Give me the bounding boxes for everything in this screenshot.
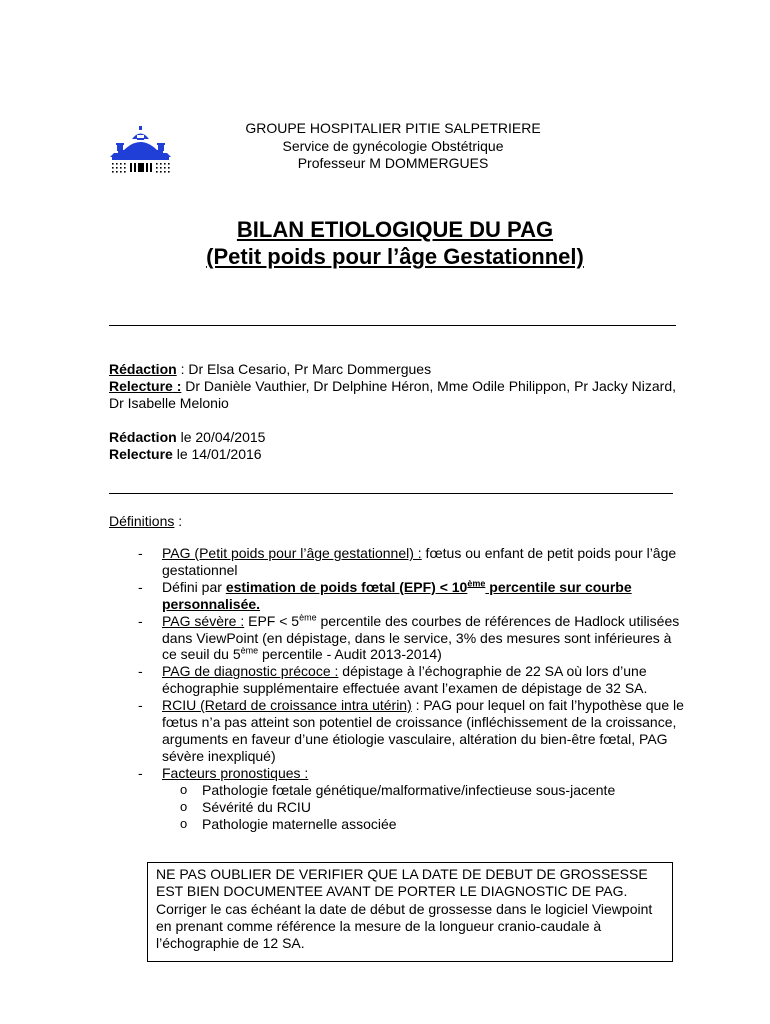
- list-item: [109, 663, 684, 697]
- definitions-heading-suffix: :: [174, 513, 183, 529]
- list-item: [109, 697, 684, 765]
- definition-term: PAG de diagnostic précoce :: [162, 663, 339, 680]
- authors-block: [109, 361, 679, 412]
- definition-term: RCIU (Retard de croissance intra utérin): [162, 697, 412, 714]
- definition-text: fœtus ou enfant de petit poids pour l’âge gestationnel: [162, 545, 677, 578]
- redaction-authors-text: : Dr Elsa Cesario, Pr Marc Dommergues: [176, 361, 432, 377]
- superscript: ème: [467, 578, 486, 589]
- relecture-date-label: Relecture: [109, 446, 173, 462]
- definition-text: dépistage à l’échographie de 22 SA où lors d’une échographie supplémentaire effectuée avant l’examen de dépistage de 32 SA.: [162, 663, 648, 697]
- definition-text: EPF < 5: [244, 612, 300, 629]
- definitions-heading-label: Définitions: [109, 513, 175, 529]
- hospital-dome-logo-icon: [108, 126, 174, 176]
- institution-header: [170, 120, 616, 173]
- list-item: [109, 545, 684, 579]
- list-item: [109, 613, 684, 664]
- definitions-list: [109, 545, 684, 832]
- definition-bold-text: percentile sur courbe personnalisée.: [162, 578, 632, 612]
- definition-prefix: Défini par: [162, 578, 226, 595]
- dates-block: [109, 429, 679, 463]
- list-item: o Sévérité du RCIU: [162, 799, 684, 816]
- relecture-colon: :: [172, 378, 182, 394]
- relecture-authors: [109, 378, 679, 412]
- title-line-2: (Petit poids pour l’âge Gestationnel): [206, 244, 584, 269]
- list-item: o Pathologie fœtale génétique/malformative/infectieuse sous-jacente: [162, 782, 684, 799]
- title-line-1: BILAN ETIOLOGIQUE DU PAG: [236, 217, 554, 242]
- definition-term: Facteurs pronostiques :: [162, 764, 309, 781]
- relecture-authors-text: Dr Danièle Vauthier, Dr Delphine Héron, Mme Odile Philippon, Pr Jacky Nizard, Dr Isabelle Melonio: [109, 378, 676, 411]
- institution-name: GROUPE HOSPITALIER PITIE SALPETRIERE: [245, 120, 541, 136]
- notice-warning-text: NE PAS OUBLIER DE VERIFIER QUE LA DATE DE DEBUT DE GROSSESSE EST BIEN DOCUMENTEE AVANT DE PORTER LE DIAGNOSTIC DE PAG.: [156, 866, 648, 900]
- definition-text: percentile des courbes de références de Hadlock utilisées dans ViewPoint (en dépistage, dans le service, 3% des mesures sont inférieures à ce seuil du 5: [162, 612, 680, 663]
- list-item: o Pathologie maternelle associée: [162, 816, 684, 833]
- redaction-date: le 20/04/2015: [176, 429, 266, 445]
- definition-term: PAG (Petit poids pour l’âge gestationnel) :: [162, 545, 422, 561]
- definition-text: : PAG pour lequel on fait l’hypothèse que le fœtus n’a pas atteint son potentiel de croissance (infléchissement de la croissance, arguments en faveur d’une étiologie vasculaire, altération du bien-être fœtal, PAG sévère inexpliqué): [162, 697, 684, 764]
- list-item: [109, 765, 684, 833]
- superscript: ème: [299, 611, 317, 622]
- list-item: [109, 579, 684, 613]
- department-head: Professeur M DOMMERGUES: [297, 155, 489, 171]
- relecture-label: Relecture: [109, 378, 173, 394]
- relecture-date-line: [109, 446, 679, 463]
- section-divider: [109, 493, 673, 494]
- redaction-label: Rédaction: [109, 361, 177, 377]
- document-title: [100, 216, 690, 270]
- department-name: Service de gynécologie Obstétrique: [282, 137, 504, 154]
- redaction-date-label: Rédaction: [109, 429, 177, 445]
- definition-text: percentile - Audit 2013-2014): [258, 646, 442, 663]
- definitions-heading: [109, 513, 182, 530]
- superscript: ème: [240, 645, 259, 656]
- warning-notice-box: [147, 862, 673, 962]
- relecture-date: le 14/01/2016: [172, 446, 262, 462]
- prognostic-factors-list: [162, 782, 684, 833]
- redaction-date-line: [109, 429, 679, 446]
- redaction-authors: [109, 361, 679, 378]
- title-divider: [109, 325, 676, 326]
- definition-term: PAG sévère :: [162, 612, 245, 629]
- notice-instruction-text: Corriger le cas échéant la date de début de grossesse dans le logiciel Viewpoint en prenant comme référence la mesure de la longueur cranio-caudale à l’échographie de 12 SA.: [156, 900, 653, 952]
- definition-bold-text: estimation de poids fœtal (EPF) < 10: [225, 578, 468, 595]
